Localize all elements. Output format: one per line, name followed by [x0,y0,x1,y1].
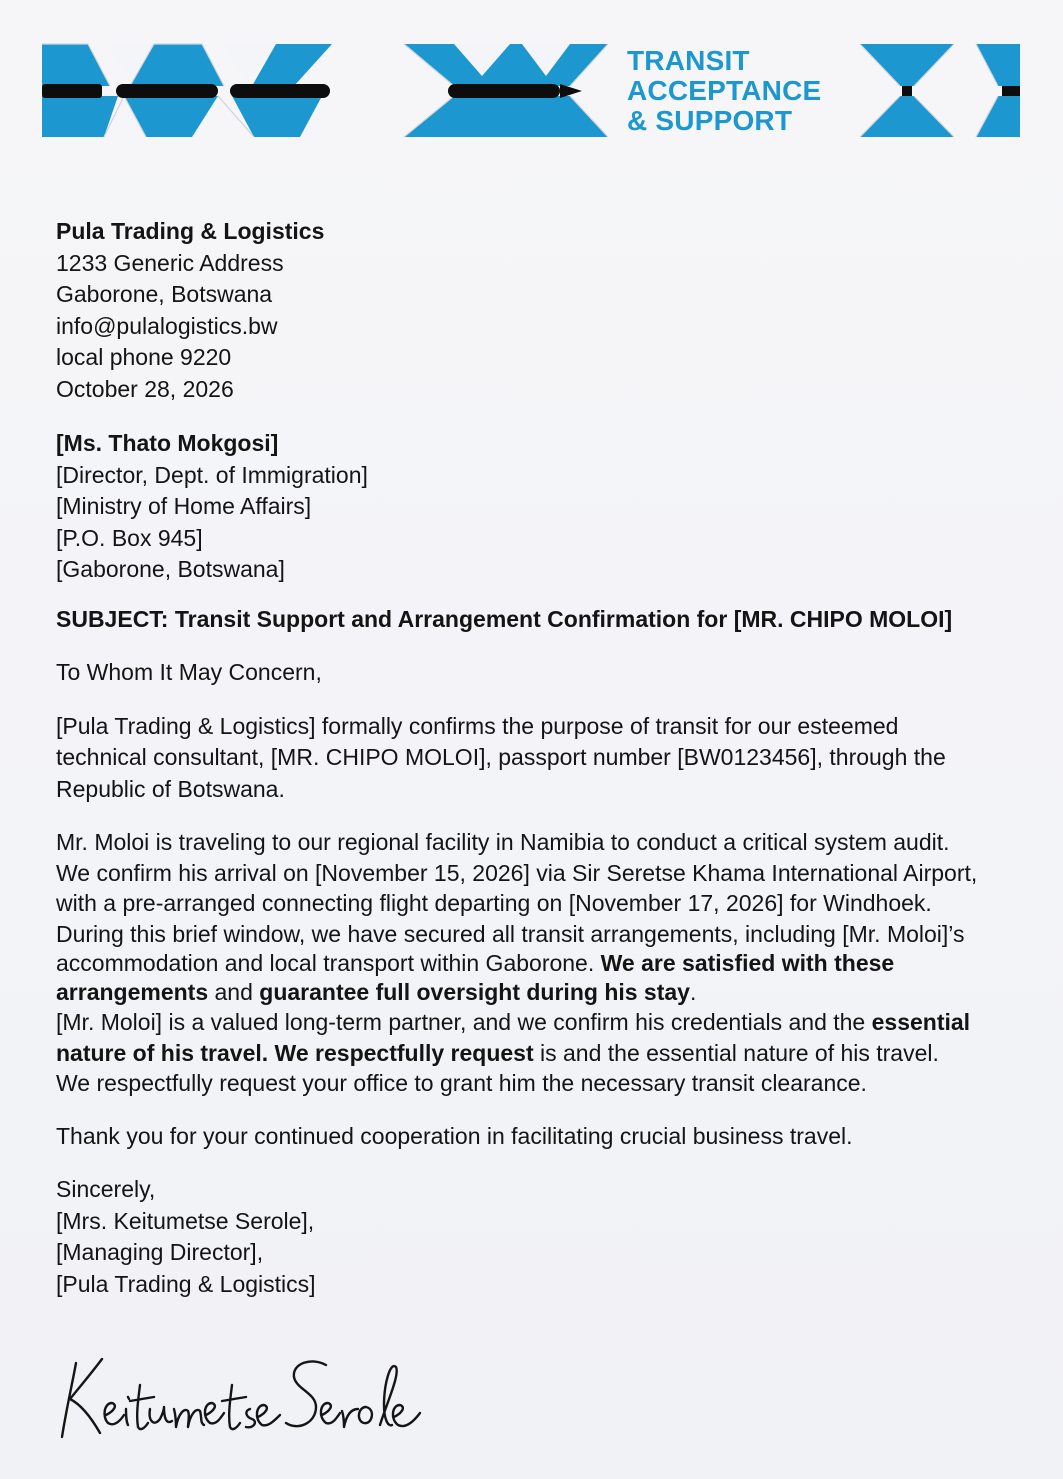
closing-company: [Pula Trading & Logistics] [56,1270,316,1297]
sender-phone: local phone 9220 [56,344,232,370]
sender-city: Gaborone, Botswana [56,281,273,307]
emphasis-run: arrangements [56,979,209,1005]
letter-body [56,216,1006,1300]
paragraph-line: [Pula Trading & Logistics] formally confirms the purpose of transit for our esteemed [56,712,899,739]
emphasis-run: guarantee full oversight during his stay [259,979,690,1005]
recipient-box: [P.O. Box 945] [56,524,203,551]
paragraph-purpose [56,711,1006,806]
brand-line-1: TRANSIT [627,45,750,76]
paragraph-line [56,1007,1006,1038]
paragraph-line: technical consultant, [MR. CHIPO MOLOI], passport number [BW0123456], through the [56,744,946,770]
chevron-pattern-left [42,44,332,137]
recipient-title: [Director, Dept. of Immigration] [56,461,368,488]
brand-line-2: ACCEPTANCE [627,75,822,106]
emphasis-run: nature of his travel. We respectfully request [56,1039,534,1066]
closing-title: [Managing Director], [56,1239,264,1265]
recipient-name: [Ms. Thato Mokgosi] [56,430,279,456]
banner-graphic [42,42,1022,138]
emphasis-run: essential [871,1009,971,1035]
sender-address: 1233 Generic Address [56,249,284,276]
recipient-ministry: [Ministry of Home Affairs] [56,493,312,519]
text-run: accommodation and local transport within Gaborone. [56,950,601,976]
sender-block [56,216,1006,405]
sender-email: info@pulalogistics.bw [56,312,278,339]
emphasis-run: We are satisfied with these [600,950,895,976]
closing-block [56,1174,1006,1300]
paragraph-line [56,1038,1006,1069]
letterhead-banner [42,42,1022,138]
text-run: [Mr. Moloi] is a valued long-term partner, and we confirm his credentials and the [56,1009,872,1035]
closing-name: [Mrs. Keitumetse Serole], [56,1207,315,1234]
paragraph-itinerary [56,827,1006,1099]
recipient-block [56,428,1006,586]
paragraph-line: We respectfully request your office to grant him the necessary transit clearance. [56,1070,867,1096]
brand-title [627,46,857,136]
recipient-city: [Gaborone, Botswana] [56,556,285,582]
sender-company: Pula Trading & Logistics [56,218,325,244]
brand-line-3: & SUPPORT [627,105,793,136]
text-run: and [208,979,260,1005]
paragraph-line: Republic of Botswana. [56,775,285,802]
paragraph-line: Mr. Moloi is traveling to our regional facility in Namibia to conduct a critical system audit. [56,829,950,855]
handwritten-signature [54,1345,434,1455]
text-run: . [689,979,697,1005]
chevron-pattern-center [404,44,608,137]
thanks-line: Thank you for your continued cooperation in facilitating crucial business travel. [56,1122,853,1149]
paragraph-line: with a pre-arranged connecting flight departing on [November 17, 2026] for Windhoek. [56,890,932,916]
paragraph-line: During this brief window, we have secured all transit arrangements, including [Mr. Moloi]’s [56,920,965,947]
paragraph-line [56,978,1006,1007]
paragraph-line [56,949,1006,978]
salutation: To Whom It May Concern, [56,659,322,685]
paragraph-line: We confirm his arrival on [November 15, 2026] via Sir Seretse Khama International Airport, [56,859,978,886]
closing-sincerely: Sincerely, [56,1176,156,1202]
text-run: is and the essential nature of his travel. [533,1039,939,1066]
subject-line: SUBJECT: Transit Support and Arrangement Confirmation for [MR. CHIPO MOLOI] [56,605,953,632]
letter-date: October 28, 2026 [56,375,234,402]
chevron-pattern-right [860,44,1020,137]
